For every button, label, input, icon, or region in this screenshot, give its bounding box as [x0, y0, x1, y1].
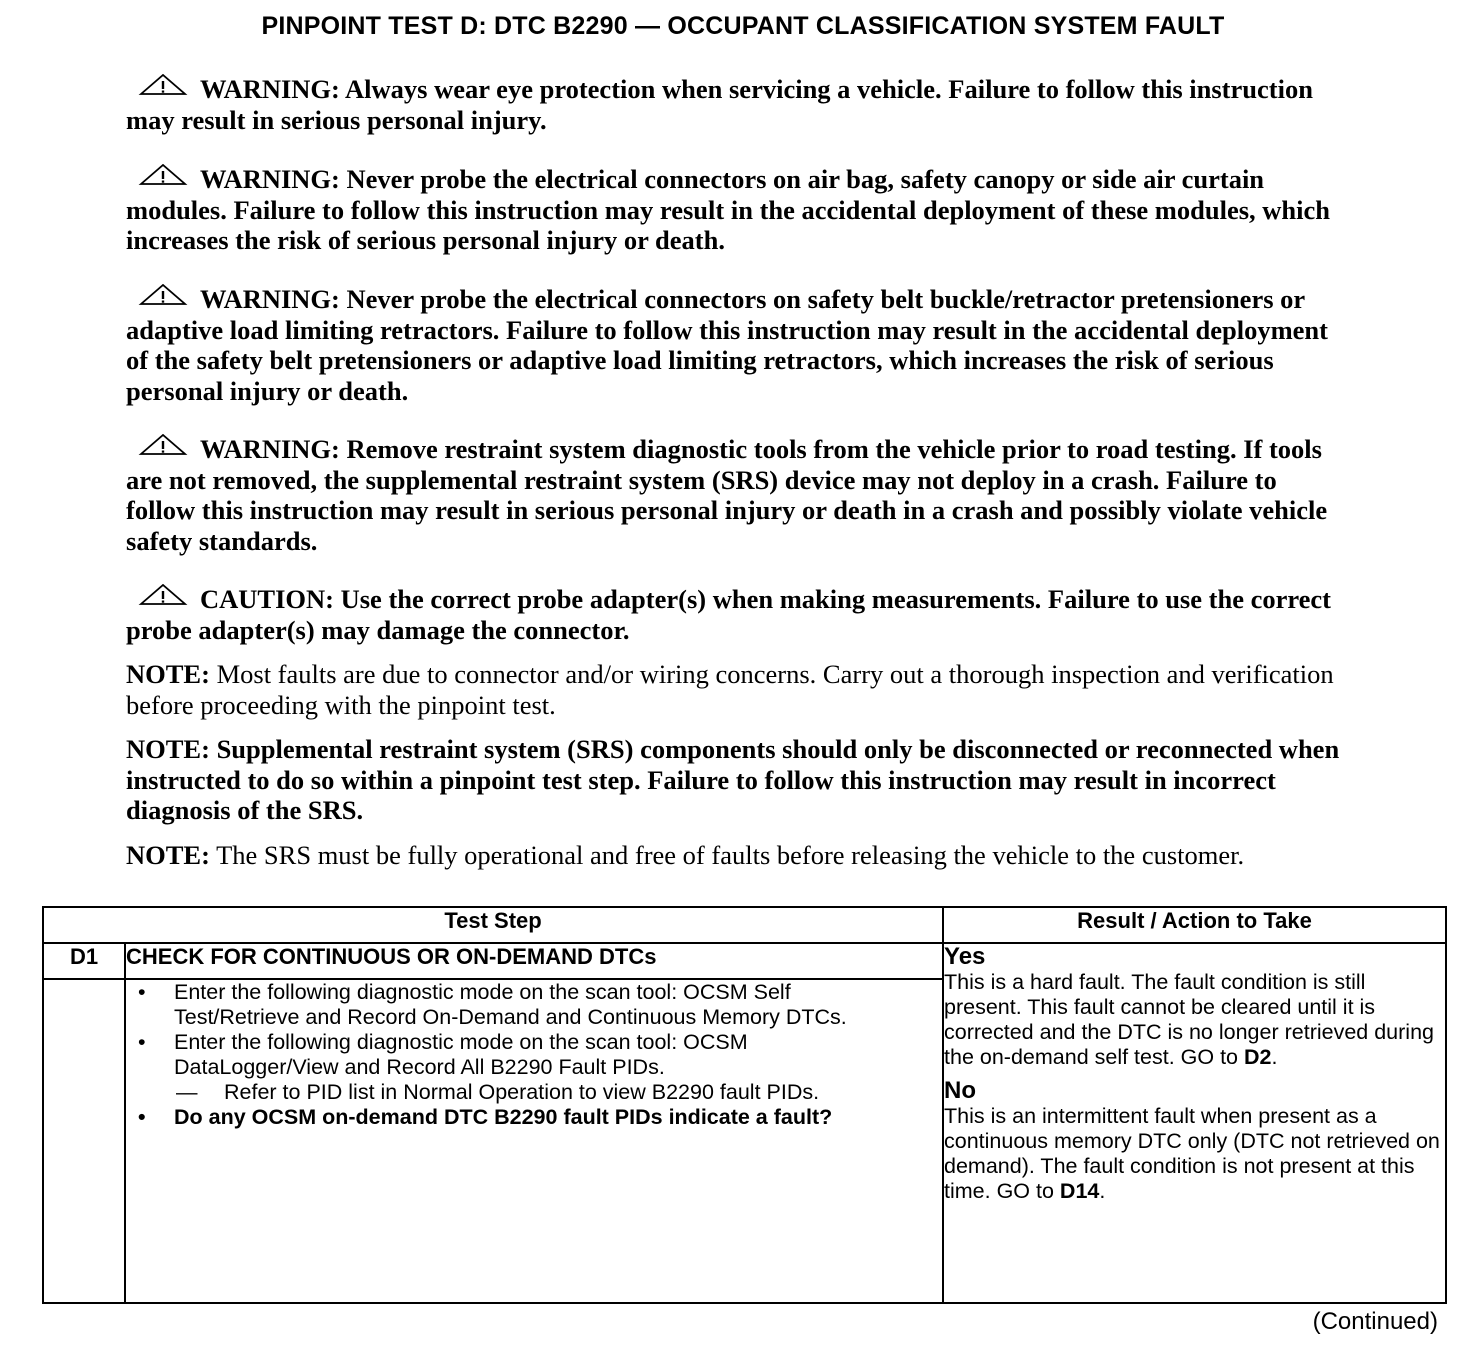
warning-triangle-icon — [138, 74, 190, 98]
result-action-cell: Yes This is a hard fault. The fault condition is still present. This fault cannot be cleared until it is corrected and the DTC is no longer retrieved during the on-demand self test. GO to D2. No This is an intermittent fault when present as a continuous memory DTC only (DTC not retrieved on demand). The fault condition is not present at this time. GO to D14. — [943, 943, 1446, 1303]
result-no-label: No — [944, 1077, 977, 1104]
goto-step-link[interactable]: D2 — [1244, 1045, 1272, 1069]
test-question: Do any OCSM on-demand DTC B2290 fault PIDs indicate a fault? — [174, 1105, 833, 1129]
note-label: NOTE: — [126, 734, 210, 764]
note-label: NOTE: — [126, 659, 210, 689]
sub-instruction: — Refer to PID list in Normal Operation to view B2290 fault PIDs. — [174, 1080, 902, 1105]
step-id: D1 — [43, 943, 125, 979]
warning-triangle-icon — [138, 284, 190, 308]
list-item — [126, 980, 942, 1030]
warning-eye-protection — [126, 74, 1351, 135]
warning-label: WARNING: — [200, 74, 340, 104]
warning-remove-diagnostic-tools — [126, 434, 1351, 556]
step-instructions — [125, 979, 943, 1303]
caution-text: Use the correct probe adapter(s) when making measurements. Failure to use the correct probe adapter(s) may damage the connector. — [126, 584, 1331, 645]
note-text: The SRS must be fully operational and free of faults before releasing the vehicle to the customer. — [216, 840, 1245, 870]
note-srs-operational — [126, 840, 1351, 871]
warning-label: WARNING: — [200, 434, 340, 464]
goto-step-link[interactable]: D14 — [1059, 1179, 1100, 1203]
header-test-step: Test Step — [43, 907, 943, 943]
header-result-action: Result / Action to Take — [943, 907, 1446, 943]
warning-label: WARNING: — [200, 164, 340, 194]
note-srs-components — [126, 734, 1351, 826]
step-id-blank — [43, 979, 125, 1303]
warning-text: Remove restraint system diagnostic tools from the vehicle prior to road testing. If tools are not removed, the supplemental restraint system (SRS) device may not deploy in a crash. Failure to follow this instruction may result in serious personal injury or death in a crash and possibly violate vehicle safety standards. — [126, 434, 1328, 556]
instruction-text: Enter the following diagnostic mode on the scan tool: OCSM Self Test/Retrieve and Record On-Demand and Continuous Memory DTCs. — [174, 980, 847, 1029]
pinpoint-test-table — [42, 906, 1447, 1304]
result-yes-label: Yes — [944, 943, 986, 970]
note-text: Most faults are due to connector and/or wiring concerns. Carry out a thorough inspection and verification before proceeding with the pinpoint test. — [126, 659, 1334, 720]
table-row — [43, 943, 1446, 979]
list-item — [126, 1105, 942, 1130]
warning-text: Never probe the electrical connectors on air bag, safety canopy or side air curtain modules. Failure to follow this instruction may result in the accidental deployment of these modules, which increases the risk of serious personal injury or death. — [126, 164, 1331, 255]
result-no-text: This is an intermittent fault when present as a continuous memory DTC only (DTC not retrieved on demand). The fault condition is not present at this time. GO to — [944, 1104, 1440, 1203]
list-item — [126, 1030, 942, 1105]
warning-text: Never probe the electrical connectors on safety belt buckle/retractor pretensioners or adaptive load limiting retractors. Failure to follow this instruction may result in the accidental deployment of the safety belt pretensioners or adaptive load limiting retractors, which increases the risk of serious personal injury or death. — [126, 284, 1328, 406]
warning-triangle-icon — [138, 164, 190, 188]
note-text: Supplemental restraint system (SRS) components should only be disconnected or reconnected when instructed to do so within a pinpoint test step. Failure to follow this instruction may result in incorrect diagnosis of the SRS. — [126, 734, 1340, 825]
warning-text: Always wear eye protection when servicing a vehicle. Failure to follow this instruction may result in serious personal injury. — [126, 74, 1313, 135]
continued-label: (Continued) — [1312, 1308, 1438, 1335]
caution-label: CAUTION: — [200, 584, 334, 614]
table-header-row — [43, 907, 1446, 943]
warning-pretensioner-connectors — [126, 284, 1351, 406]
instruction-text: Enter the following diagnostic mode on the scan tool: OCSM DataLogger/View and Record All B2290 Fault PIDs. — [174, 1030, 748, 1079]
result-yes-text: This is a hard fault. The fault condition is still present. This fault cannot be cleared until it is corrected and the DTC is no longer retrieved during the on-demand self test. GO to — [944, 970, 1434, 1069]
warning-triangle-icon — [138, 584, 190, 608]
page-title: PINPOINT TEST D: DTC B2290 — OCCUPANT CLASSIFICATION SYSTEM FAULT — [261, 12, 1225, 40]
warning-airbag-connectors — [126, 164, 1351, 256]
warning-triangle-icon — [138, 434, 190, 458]
step-title: CHECK FOR CONTINUOUS OR ON-DEMAND DTCs — [125, 943, 943, 979]
caution-probe-adapter — [126, 584, 1351, 645]
note-connector-wiring — [126, 659, 1351, 720]
note-label: NOTE: — [126, 840, 210, 870]
warning-label: WARNING: — [200, 284, 340, 314]
